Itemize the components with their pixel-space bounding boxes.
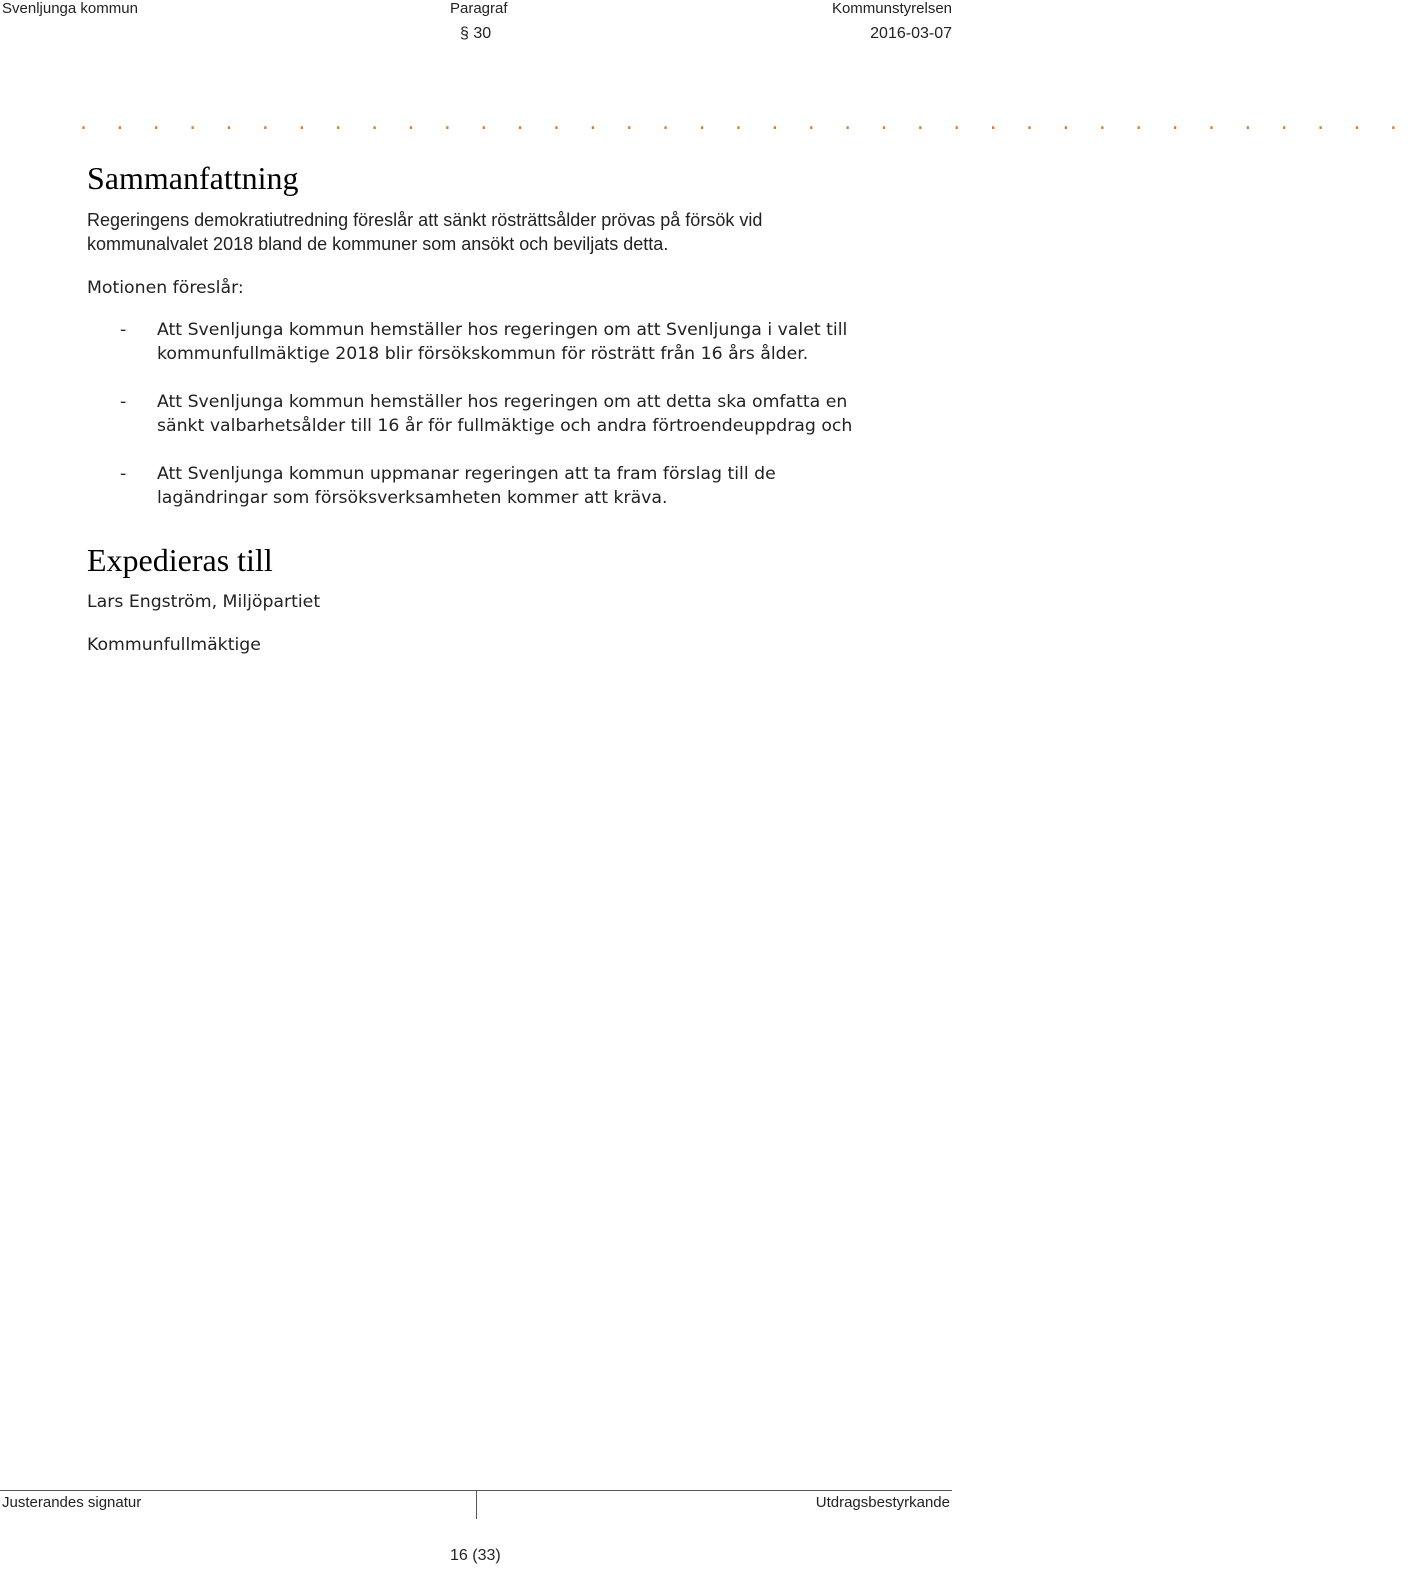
page-number: 16 (33) <box>450 1547 501 1564</box>
footer-divider <box>476 1491 477 1519</box>
recipient: Kommunfullmäktige <box>87 635 261 655</box>
expedieras-heading: Expedieras till <box>87 542 273 578</box>
item-text: Att Svenljunga kommun hemställer hos regeringen om att Svenljunga i valet till kommunfullmäktige 2018 blir försökskommun för rösträtt från 16 års ålder. <box>157 320 848 364</box>
item-dash: - <box>120 464 127 484</box>
extract-label: Utdragsbestyrkande <box>815 1494 950 1511</box>
paragraph-label: Paragraf <box>450 0 508 17</box>
paragraph-number: § 30 <box>460 25 492 42</box>
item-dash: - <box>120 320 127 340</box>
meeting-date: 2016-03-07 <box>870 25 952 42</box>
summary-heading: Sammanfattning <box>87 160 299 196</box>
signature-label: Justerandes signatur <box>2 1494 142 1511</box>
separator-dots: . . . . . . . . . . . . . . . . . . . . . . . . . . . . . . . . . . . . . <box>80 110 1408 135</box>
recipient: Lars Engström, Miljöpartiet <box>87 592 321 612</box>
organization-name: Svenljunga kommun <box>2 0 138 17</box>
item-dash: - <box>120 392 127 412</box>
item-text: Att Svenljunga kommun uppmanar regeringen att ta fram förslag till de lagändringar som försöksverksamheten kommer att kräva. <box>157 464 776 508</box>
summary-text: Regeringens demokratiutredning föreslår att sänkt rösträttsålder prövas på försök vid kommunalvalet 2018 bland de kommuner som ansökt och beviljats detta. <box>87 210 763 254</box>
motion-intro: Motionen föreslår: <box>87 278 244 298</box>
board-name: Kommunstyrelsen <box>831 0 952 17</box>
item-text: Att Svenljunga kommun hemställer hos regeringen om att detta ska omfatta en sänkt valbarhetsålder till 16 år för fullmäktige och andra förtroendeuppdrag och <box>157 392 853 436</box>
